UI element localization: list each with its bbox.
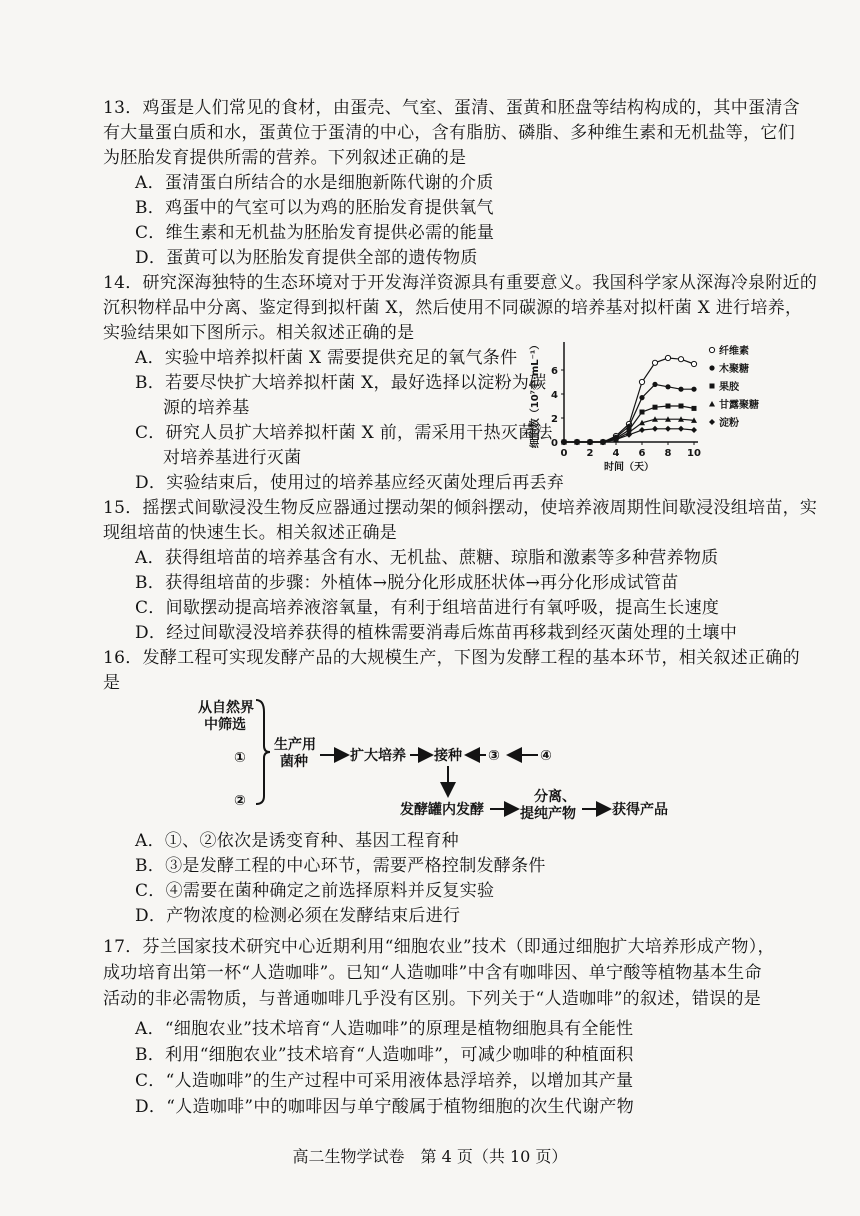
flow-strain-bottom: 菌种 — [280, 754, 308, 770]
page-footer: 高二生物学试卷 第 4 页（共 10 页） — [292, 1147, 568, 1166]
q15-option-b: B．获得组培苗的步骤：外植体→脱分化形成胚状体→再分化形成试管苗 — [135, 573, 679, 593]
chart-point — [665, 426, 671, 432]
chart-point — [709, 419, 715, 425]
chart-point — [678, 357, 683, 362]
q16-option-b: B．③是发酵工程的中心环节，需要严格控制发酵条件 — [135, 856, 546, 876]
chart-x-tick-label: 2 — [586, 448, 594, 459]
q17-stem-line-1: 17．芬兰国家技术研究中心近期利用“细胞农业”技术（即通过细胞扩大培养形成产物）， — [103, 937, 775, 957]
chart-point — [665, 355, 670, 360]
chart-point — [709, 401, 715, 407]
chart-point — [652, 382, 657, 387]
q14-line-chart — [520, 338, 780, 480]
q14-option-b-cont: 源的培养基 — [163, 398, 250, 418]
q16-stem-line-1: 16．发酵工程可实现发酵产品的大规模生产，下图为发酵工程的基本环节，相关叙述正确的 — [103, 648, 800, 668]
q15-option-d: D．经过间歇浸没培养获得的植株需要消毒后炼苗再移栽到经灭菌处理的土壤中 — [135, 623, 738, 643]
q13-option-d: D．蛋黄可以为胚胎发育提供全部的遗传物质 — [135, 248, 478, 268]
chart-legend-label: 纤维素 — [719, 346, 749, 357]
chart-x-tick-label: 10 — [687, 448, 701, 459]
chart-point — [652, 426, 658, 432]
q15-option-c: C．间歇摆动提高培养液溶氧量，有利于组培苗进行有氧呼吸，提高生长速度 — [135, 598, 720, 618]
q15-stem-line-2: 现组培苗的快速生长。相关叙述正确是 — [103, 523, 398, 543]
q13-option-b: B．鸡蛋中的气室可以为鸡的胚胎发育提供氧气 — [135, 198, 494, 218]
chart-point — [639, 379, 644, 384]
flow-circle-3: ③ — [488, 748, 500, 764]
q14-option-c: C．研究人员扩大培养拟杆菌 X 前，需采用干热灭菌法 — [135, 423, 553, 443]
chart-legend-label: 甘露聚糖 — [719, 400, 759, 411]
q17-option-a: A．“细胞农业”技术培育“人造咖啡”的原理是植物细胞具有全能性 — [135, 1019, 634, 1039]
chart-x-tick-label: 6 — [638, 448, 646, 459]
chart-legend-label: 淀粉 — [719, 418, 739, 429]
chart-x-axis-label: 时间（天） — [604, 462, 654, 473]
chart-y-axis-label: 细胞数（10⁷个·mL⁻¹） — [530, 339, 541, 449]
chart-point — [666, 404, 671, 409]
flow-circle-1: ① — [234, 750, 246, 766]
chart-point — [653, 405, 658, 410]
q14-option-c-cont: 对培养基进行灭菌 — [163, 448, 302, 468]
flow-source-top: 从自然界 — [198, 700, 254, 716]
chart-y-tick-label: 2 — [551, 414, 558, 425]
q14-stem-line-2: 沉积物样品中分离、鉴定得到拟杆菌 X，然后使用不同碳源的培养基对拟杆菌 X 进行培养， — [103, 298, 803, 318]
chart-point — [665, 384, 670, 389]
chart-legend-label: 果胶 — [719, 382, 739, 393]
chart-point — [639, 395, 644, 400]
chart-point — [691, 427, 697, 433]
q14-option-a: A．实验中培养拟杆菌 X 需要提供充足的氧气条件 — [135, 348, 518, 368]
q14-option-d: D．实验结束后，使用过的培养基应经灭菌处理后再丢弃 — [135, 473, 565, 493]
q13-stem-line-3: 为胚胎发育提供所需的营养。下列叙述正确的是 — [103, 148, 467, 168]
flow-brace — [256, 700, 270, 804]
flow-strain-top: 生产用 — [274, 737, 316, 753]
q15-option-a: A．获得组培苗的培养基含有水、无机盐、蔗糖、琼脂和激素等多种营养物质 — [135, 548, 719, 568]
q17-stem-line-3: 活动的非必需物质，与普通咖啡几乎没有区别。下列关于“人造咖啡”的叙述，错误的是 — [103, 989, 762, 1009]
chart-point — [679, 404, 684, 409]
chart-y-tick-label: 0 — [551, 438, 558, 449]
q16-option-c: C．④需要在菌种确定之前选择原料并反复实验 — [135, 881, 495, 901]
fermentation-flowchart — [190, 692, 670, 822]
q16-option-a: A．①、②依次是诱变育种、基因工程育种 — [135, 831, 459, 851]
chart-point — [678, 426, 684, 432]
q16-stem-line-2: 是 — [103, 673, 121, 693]
chart-y-tick-label: 6 — [551, 366, 558, 377]
chart-point — [709, 365, 714, 370]
chart-legend-label: 木聚糖 — [719, 364, 749, 375]
q13-option-c: C．维生素和无机盐为胚胎发育提供必需的能量 — [135, 223, 495, 243]
chart-x-tick-label: 4 — [612, 448, 620, 459]
chart-point — [640, 410, 645, 415]
chart-point — [652, 360, 657, 365]
chart-point — [691, 361, 696, 366]
flow-circle-4: ④ — [540, 748, 552, 764]
q14-option-b: B．若要尽快扩大培养拟杆菌 X，最好选择以淀粉为碳 — [135, 373, 547, 393]
chart-point — [639, 427, 645, 433]
q14-stem-line-3: 实验结果如下图所示。相关叙述正确的是 — [103, 323, 415, 343]
q17-option-d: D．“人造咖啡”中的咖啡因与单宁酸属于植物细胞的次生代谢产物 — [135, 1097, 635, 1117]
q17-stem-line-2: 成功培育出第一杯“人造咖啡”。已知“人造咖啡”中含有咖啡因、单宁酸等植物基本生命 — [103, 963, 762, 983]
q16-option-d: D．产物浓度的检测必须在发酵结束后进行 — [135, 906, 461, 926]
chart-point — [691, 387, 696, 392]
q13-stem-line-2: 有大量蛋白质和水，蛋黄位于蛋清的中心，含有脂肪、磷脂、多种维生素和无机盐等，它们 — [103, 123, 795, 143]
flow-product: 获得产品 — [612, 802, 668, 818]
chart-x-tick-label: 8 — [664, 448, 672, 459]
q17-option-c: C．“人造咖啡”的生产过程中可采用液体悬浮培养，以增加其产量 — [135, 1071, 634, 1091]
flow-circle-2: ② — [234, 793, 246, 809]
chart-x-tick-label: 0 — [560, 448, 568, 459]
chart-point — [626, 432, 632, 438]
flow-ferment: 发酵罐内发酵 — [400, 802, 484, 818]
chart-point — [710, 384, 715, 389]
q13-option-a: A．蛋清蛋白所结合的水是细胞新陈代谢的介质 — [135, 173, 494, 193]
chart-point — [709, 347, 714, 352]
flow-separate-bottom: 提纯产物 — [520, 806, 576, 822]
q14-stem-line-1: 14．研究深海独特的生态环境对于开发海洋资源具有重要意义。我国科学家从深海冷泉附近的 — [103, 273, 818, 293]
flow-expand: 扩大培养 — [350, 748, 406, 764]
chart-y-tick-label: 4 — [551, 390, 558, 401]
flow-source-bottom: 中筛选 — [204, 717, 246, 733]
q15-stem-line-1: 15．摇摆式间歇浸没生物反应器通过摆动架的倾斜摆动，使培养液周期性间歇浸没组培苗，实 — [103, 498, 818, 518]
chart-point — [678, 387, 683, 392]
q17-option-b: B．利用“细胞农业”技术培育“人造咖啡”，可减少咖啡的种植面积 — [135, 1045, 634, 1065]
flow-separate-top: 分离、 — [534, 789, 576, 805]
flow-inoculate: 接种 — [434, 748, 462, 764]
chart-point — [692, 406, 697, 411]
q13-stem-line-1: 13．鸡蛋是人们常见的食材，由蛋壳、气室、蛋清、蛋黄和胚盘等结构构成的，其中蛋清含 — [103, 98, 800, 118]
